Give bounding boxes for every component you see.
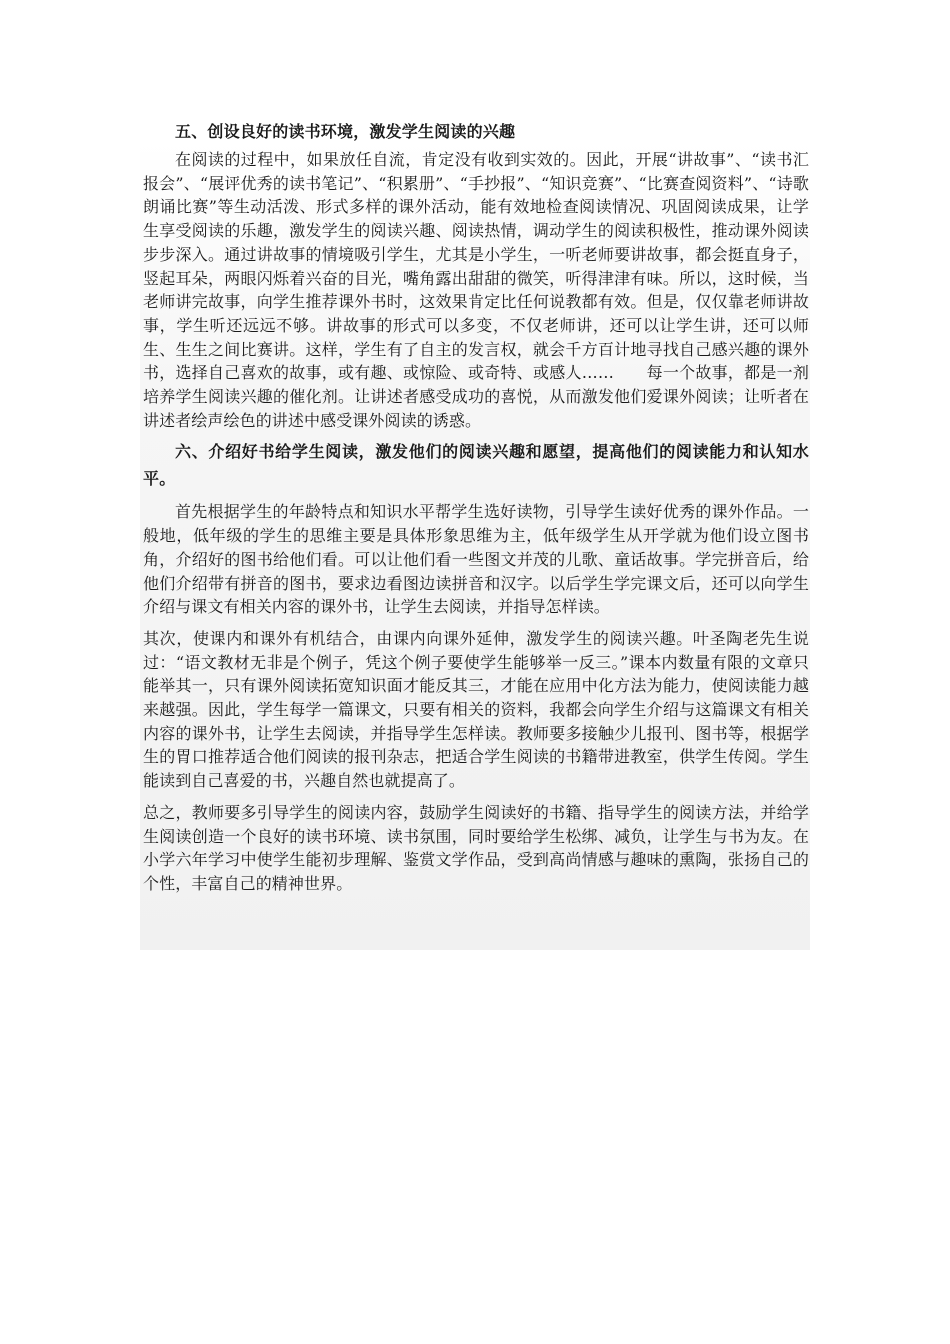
section-6-paragraph-2: 其次，使课内和课外有机结合，由课内向课外延伸，激发学生的阅读兴趣。叶圣陶老先生说过：“语文教材无非是个例子，凭这个例子要使学生能够举一反三。”课本内数量有限的文章只能举其一，只有课外阅读拓宽知识面才能反其三，才能在应用中化方法为能力，使阅读能力越来越强。因此，学生每学一篇课文，只要有相关的资料，我都会向学生介绍与这篇课文有相关内容的课外书，让学生去阅读，并指导学生怎样读。教师要多接触少儿报刊、图书等，根据学生的胃口推荐适合他们阅读的报刊杂志，把适合学生阅读的书籍带进教室，供学生传阅。学生能读到自己喜爱的书，兴趣自然也就提高了。	[143, 628, 809, 791]
section-6-heading: 六、介绍好书给学生阅读，激发他们的阅读兴趣和愿望，提高他们的阅读能力和认知水平。	[143, 442, 809, 489]
section-6-paragraph-3: 总之，教师要多引导学生的阅读内容，鼓励学生阅读好的书籍、指导学生的阅读方法，并给学生阅读创造一个良好的读书环境、读书氛围，同时要给学生松绑、减负，让学生与书为友。在小学六年学习中使学生能初步理解、鉴赏文学作品，受到高尚情感与趣味的熏陶，张扬自己的个性，丰富自己的精神世界。	[143, 802, 809, 893]
document-page	[143, 118, 809, 906]
section-5-paragraph: 在阅读的过程中，如果放任自流，肯定没有收到实效的。因此，开展“讲故事”、“读书汇报会”、“展评优秀的读书笔记”、“积累册”、“手抄报”、“知识竞赛”、“比赛查阅资料”、“诗歌朗诵比赛”等生动活泼、形式多样的课外活动，能有效地检查阅读情况、巩固阅读成果，让学生享受阅读的乐趣，激发学生的阅读兴趣、阅读热情，调动学生的阅读积极性，推动课外阅读步步深入。通过讲故事的情境吸引学生，尤其是小学生，一听老师要讲故事，都会挺直身子，竖起耳朵，两眼闪烁着兴奋的目光，嘴角露出甜甜的微笑，听得津津有味。所以，这时候，当老师讲完故事，向学生推荐课外书时，这效果肯定比任何说教都有效。但是，仅仅靠老师讲故事，学生听还远远不够。讲故事的形式可以多变，不仅老师讲，还可以让学生讲，还可以师生、生生之间比赛讲。这样，学生有了自主的发言权，就会千方百计地寻找自己感兴趣的课外书，选择自己喜欢的故事，或有趣、或惊险、或奇特、或感人…… 每一个故事，都是一剂培养学生阅读兴趣的催化剂。让讲述者感受成功的喜悦，从而激发他们爱课外阅读；让听者在讲述者绘声绘色的讲述中感受课外阅读的诱惑。	[143, 150, 809, 430]
section-6-paragraph-1: 首先根据学生的年龄特点和知识水平帮学生选好读物，引导学生读好优秀的课外作品。一般地，低年级的学生的思维主要是具体形象思维为主，低年级学生从开学就为他们设立图书角，介绍好的图书给他们看。可以让他们看一些图文并茂的儿歌、童话故事。学完拼音后，给他们介绍带有拼音的图书，要求边看图边读拼音和汉字。以后学生学完课文后，还可以向学生介绍与课文有相关内容的课外书，让学生去阅读，并指导怎样读。	[143, 502, 809, 617]
section-5-heading: 五、创设良好的读书环境，激发学生阅读的兴趣	[175, 122, 516, 141]
document-body	[143, 118, 809, 896]
